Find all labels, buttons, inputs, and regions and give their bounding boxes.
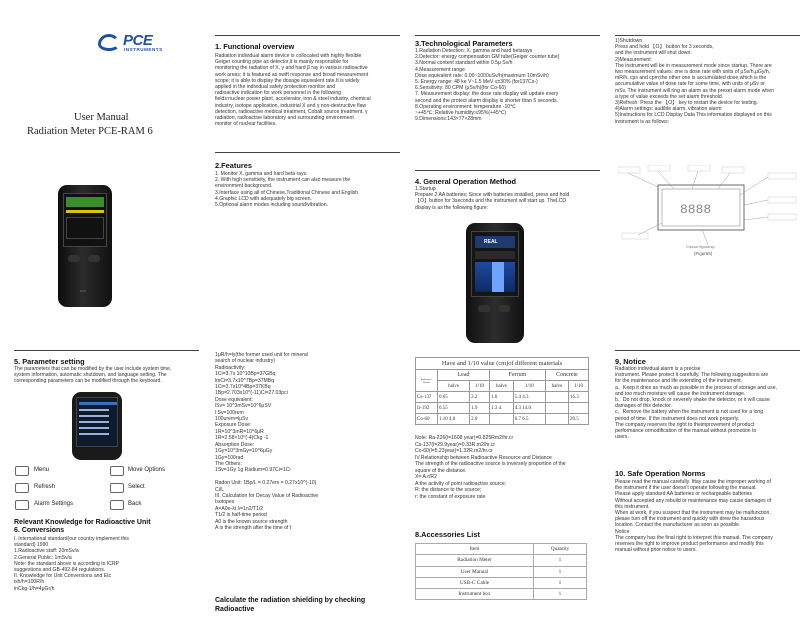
half-table-title: Have and 1/10 value (cm)of different materials bbox=[416, 358, 589, 370]
section-2-title: 2.Features bbox=[215, 161, 252, 170]
table-row: Co-60 1.10 4.0 2.0 6.7 6.5 20.5 bbox=[416, 414, 589, 425]
settings-screen bbox=[76, 397, 118, 447]
alarm-settings-icon bbox=[15, 500, 29, 510]
table-row: USB-C Cable 1 bbox=[416, 577, 587, 588]
table-row: Ir-192 0.55 1.9 1.3 4. 4.3 14.0 bbox=[416, 403, 589, 414]
startup-device-image bbox=[466, 223, 524, 343]
accessories-table: Item Quantity Radiation Meter 1 User Manual 1 USB-C Cable 1 Instrument box 1 bbox=[415, 543, 587, 600]
section-8-title: 8.Accessories List bbox=[415, 530, 480, 539]
lcd-digits: 8888 bbox=[680, 202, 712, 217]
alarm-settings-label: Alarm Settings bbox=[34, 501, 74, 507]
shielding-title-1: Calculate the radiation shielding by checking bbox=[215, 597, 366, 604]
sub-header: 1/10 bbox=[569, 381, 589, 392]
lcd-figure-label: (Figure5) bbox=[694, 251, 713, 256]
table-row: Cs-137 0.65 2.2 1.6 5.4 4.3 16.3 bbox=[416, 392, 589, 403]
operation-body: 1)Shutdown Press and hold 【O】 button for 3 seconds, and the instrument will shut down. 2)Measurement: The instrument will be in measurement mode since startup. There are two measurement values: one is dose rate with units of μSv/h,μGy/h, mR/h, cps and cpm;the other one is accumulated dose,which is the accumulative value of dose rate for some time, with units of μSv or mSv. The instrument will ring an alarm as the preset alarm mode when a type of value exceeds the set alarm threshold. 3)Refresh: Press the 【O】 key to restart the device for testing. 4)Alarm settings: audible alarm, vibration alarm 5)Instructions for LCD Display Data This information displayed on this instrument is as follows: bbox=[615, 38, 774, 125]
table-row: Radiation Meter 1 bbox=[416, 555, 587, 566]
device-image bbox=[58, 185, 112, 307]
sub-header: 1/10 bbox=[513, 381, 545, 392]
section-3-title: 3.Technological Parameters bbox=[415, 39, 513, 48]
lcd-caption: Ciscon figura/sp bbox=[686, 244, 715, 249]
table-row: Instrument box 1 bbox=[416, 589, 587, 600]
sub-header: 1/10 bbox=[470, 381, 490, 392]
material-ferrum: Ferrum bbox=[490, 370, 546, 381]
lcd-diagram bbox=[618, 165, 798, 257]
distance-body: Note: Ra-226(l=1608 year)=0.825Rm2/hr.cr Cs-137(l=29.9year)=0.33R.m2/hr.cr Co-60(l=5.23year)=1.32R.m2/hr.cr IV.Relationship between Radioactive Resource and Distance The strength of the radioactive source is inversely proportion of the square of the distance. X= A.r/R2 A:the activity of point radioactive source; R: the distance to the source; r: the constant of exposure rate bbox=[415, 435, 566, 500]
section-3-body: 1.Radiation Detection: X, gamma and hard betarays 2.Detector: energy compensation GM tube(Geiger counter tube) 3.Normal content standard within 0.5μ Sv/h 4.Measurement range Dose equivalent rate: 0.00~1000uSv/h(maximum 10mSv/h) 5. Energy range: 48 ke V~1.5 MeV ≤±30% (for137Cs-) 6.Sensitivity: 80 CPM (μSv/h)(for Co-60) 7. Measurement display: the dose rate display will update every second and the protect alarm display is shorter than 5 seconds. 8.Operating environment: temperature -10℃ ~+45℃; Relative humidity:≤95%(+45℃) 9.Dimensions:143×77×28mm bbox=[415, 48, 560, 123]
section-1-title: 1. Functional overview bbox=[215, 42, 295, 51]
brand-name: PCE bbox=[123, 32, 153, 49]
refresh-icon bbox=[15, 483, 29, 493]
brand-logo bbox=[98, 32, 208, 56]
material-lead: Lead bbox=[438, 370, 490, 381]
settings-device-image bbox=[72, 392, 122, 460]
back-icon bbox=[110, 500, 124, 510]
section-1-body: Radiation individual alarm device is collocated with highly flexible Geiger counting pipe as detector,it is mainly responsible for monitoring the radiation of X, γ and hard β ray in various radioactive work areas; it is featured as swift response and broad measurement scope; it is able to display the dosage equivalent rate.It is widely applied in the individual safety protection monitor and radioactive indication for work personnel in the following fields:nuclear power plant, accelerator, iron & steel industry, chemical industry, isotope application, industrial X and γ non-destructive flaw detection, radioactive medical treatment, Cobalt source treatment, γ radiation, radioactive laboratory and surrounding environment monitor of nuclear facilities. bbox=[215, 53, 371, 128]
section-9-body: Radiation individual alarm is a precise instrument. Please protect it carefully. The following suggestions are for the maintenance and life extending of the instrument. a、Keep it dries as much as possible in the process of storage and use, and too much moisture will cause the instrument damage. b、Do not drop, knock or severely shake the detector, or it will cause damages of this detector. c、Remove the battery when the instrument is not used for a long period of time. If the instrument does not work properly. The company reserves the right to theimprovement of product performance ormodification of the manual without promotion to users. bbox=[615, 366, 777, 441]
section-6-title-1: Relevant Knowledge for Radioactive Unit bbox=[14, 519, 151, 526]
device-label: R44 bbox=[80, 289, 86, 293]
table-row: User Manual 1 bbox=[416, 566, 587, 577]
sub-header: halve bbox=[490, 381, 514, 392]
section-6-body: I. International standard(our country implement this standard) 1990 1.Radioactive staff: 20mSv/a 2.General Public: 1mSv/a Note: the standard above is according to ICRP suggestions and GB-492-84 regulations. II. Knowledge for Unit Conversions and Etc lsh/h=100R/h lnCkg-1/h=4μGr/h bbox=[14, 536, 129, 592]
logo-mark-icon bbox=[98, 34, 120, 51]
move-options-icon bbox=[110, 466, 124, 476]
menu-icon bbox=[15, 466, 29, 476]
half-table-corner: Radioactive Nuclide bbox=[416, 370, 438, 392]
menu-label: Menu bbox=[34, 467, 50, 473]
section-9-title: 9, Notice bbox=[615, 357, 646, 366]
sub-header: halve bbox=[545, 381, 568, 392]
select-label: Select bbox=[128, 484, 145, 490]
section-2-body: 1. Monitor X, gamma and hard beta rays. 2. With high sensitivity, the instrument can also measure the environment background. 3.Interface using all of Chinese,Traditional Chinese and English. 4.Graphic LCD with adequately big screen. 5.Optional alarm modes including sound/vibration. bbox=[215, 171, 360, 209]
device-screen bbox=[63, 193, 107, 247]
cover-title-1: User Manual bbox=[74, 112, 129, 123]
sub-header: halve bbox=[438, 381, 470, 392]
section-6-title-2: 6. Conversions bbox=[14, 527, 65, 534]
section-5-body: The parameters that can be modified by the user include system time, system information, automatic shutdown, and language setting. The corresponding parameters can be modified through the keyboard. bbox=[14, 366, 172, 385]
brand-subtitle: INSTRUMENTS bbox=[124, 47, 163, 52]
select-icon bbox=[110, 483, 124, 493]
move-options-label: Move Options bbox=[128, 467, 166, 473]
half-value-table bbox=[415, 357, 589, 425]
section-4-title: 4. General Operation Method bbox=[415, 177, 517, 186]
refresh-label: Refresh bbox=[34, 484, 56, 490]
shielding-title-2: Radioactive bbox=[215, 606, 255, 613]
section-10-body: Please read the manual carefully. Ittay cause the improper working of the instrument if the user doesn't operate following the manual. Please apply standard AA batteries or rechargeable batteries Without accepted any rebuild or maintenance may cause damages of this instrument. When at work, if you suspect that the instrument may be malfunction, please turn off the instrument and quickly with drew the hazardous location. Contact the manufacturer as soon as possible. Notice The company has the final right to interpret this manual. The company reserves the right to improve product performance and modify this manual without prior notice to users. bbox=[615, 479, 773, 554]
section-5-title: 5. Parameter setting bbox=[14, 357, 85, 366]
section-10-title: 10. Safe Operation Norms bbox=[615, 469, 706, 478]
section-4-body: 1.Startup Prepare 2 AA batteries; Since with batteries installed, press and hold 【O】button for 3seconds and the instrument will start up. TheLCD display is as the following figure: bbox=[415, 186, 570, 211]
material-concrete: Concrete bbox=[545, 370, 588, 381]
back-label: Back bbox=[128, 501, 142, 507]
startup-screen: REAL bbox=[471, 231, 519, 297]
cover-title-2: Radiation Meter PCE-RAM 6 bbox=[27, 126, 153, 137]
unit-conversions-body: 1μR/h=lγ(the former used unit for mineral search of nuclear industry) Radioactivity: 1Ci=3.7x 10^10Bp=37GBq lmCi=3.7x10^7Bp=37MBq 1Ci=3.7x10^4Bp=37KBq 1Bp=2.703x10^(-11)Ci=27.03pci Dose equivalent: lSv= 10^3mSv=10^6μSV l Sv=100rem 100urem=lμSv Exposure Dose: 1R=10^3mR=10^6μR 1R=2.58×10^(-4)Ckg -1 Absorption Dose: 1Gy=10^3mGy=10^6μGy 1Gy=100rad The Others: 1Sv=1Gy 1g Radium=0.97Ci=1Ci Radon Unit: 1Bp/L = 0.27em = 0.27x10^(-10) Ci/L III. Calculation for Decay Value of Radioactive Isotopes A=A0e-λt λ=1n2/T1/2 T1/2 is half-time period A0 is the known source strength A is the strength after the time of t bbox=[215, 352, 319, 531]
